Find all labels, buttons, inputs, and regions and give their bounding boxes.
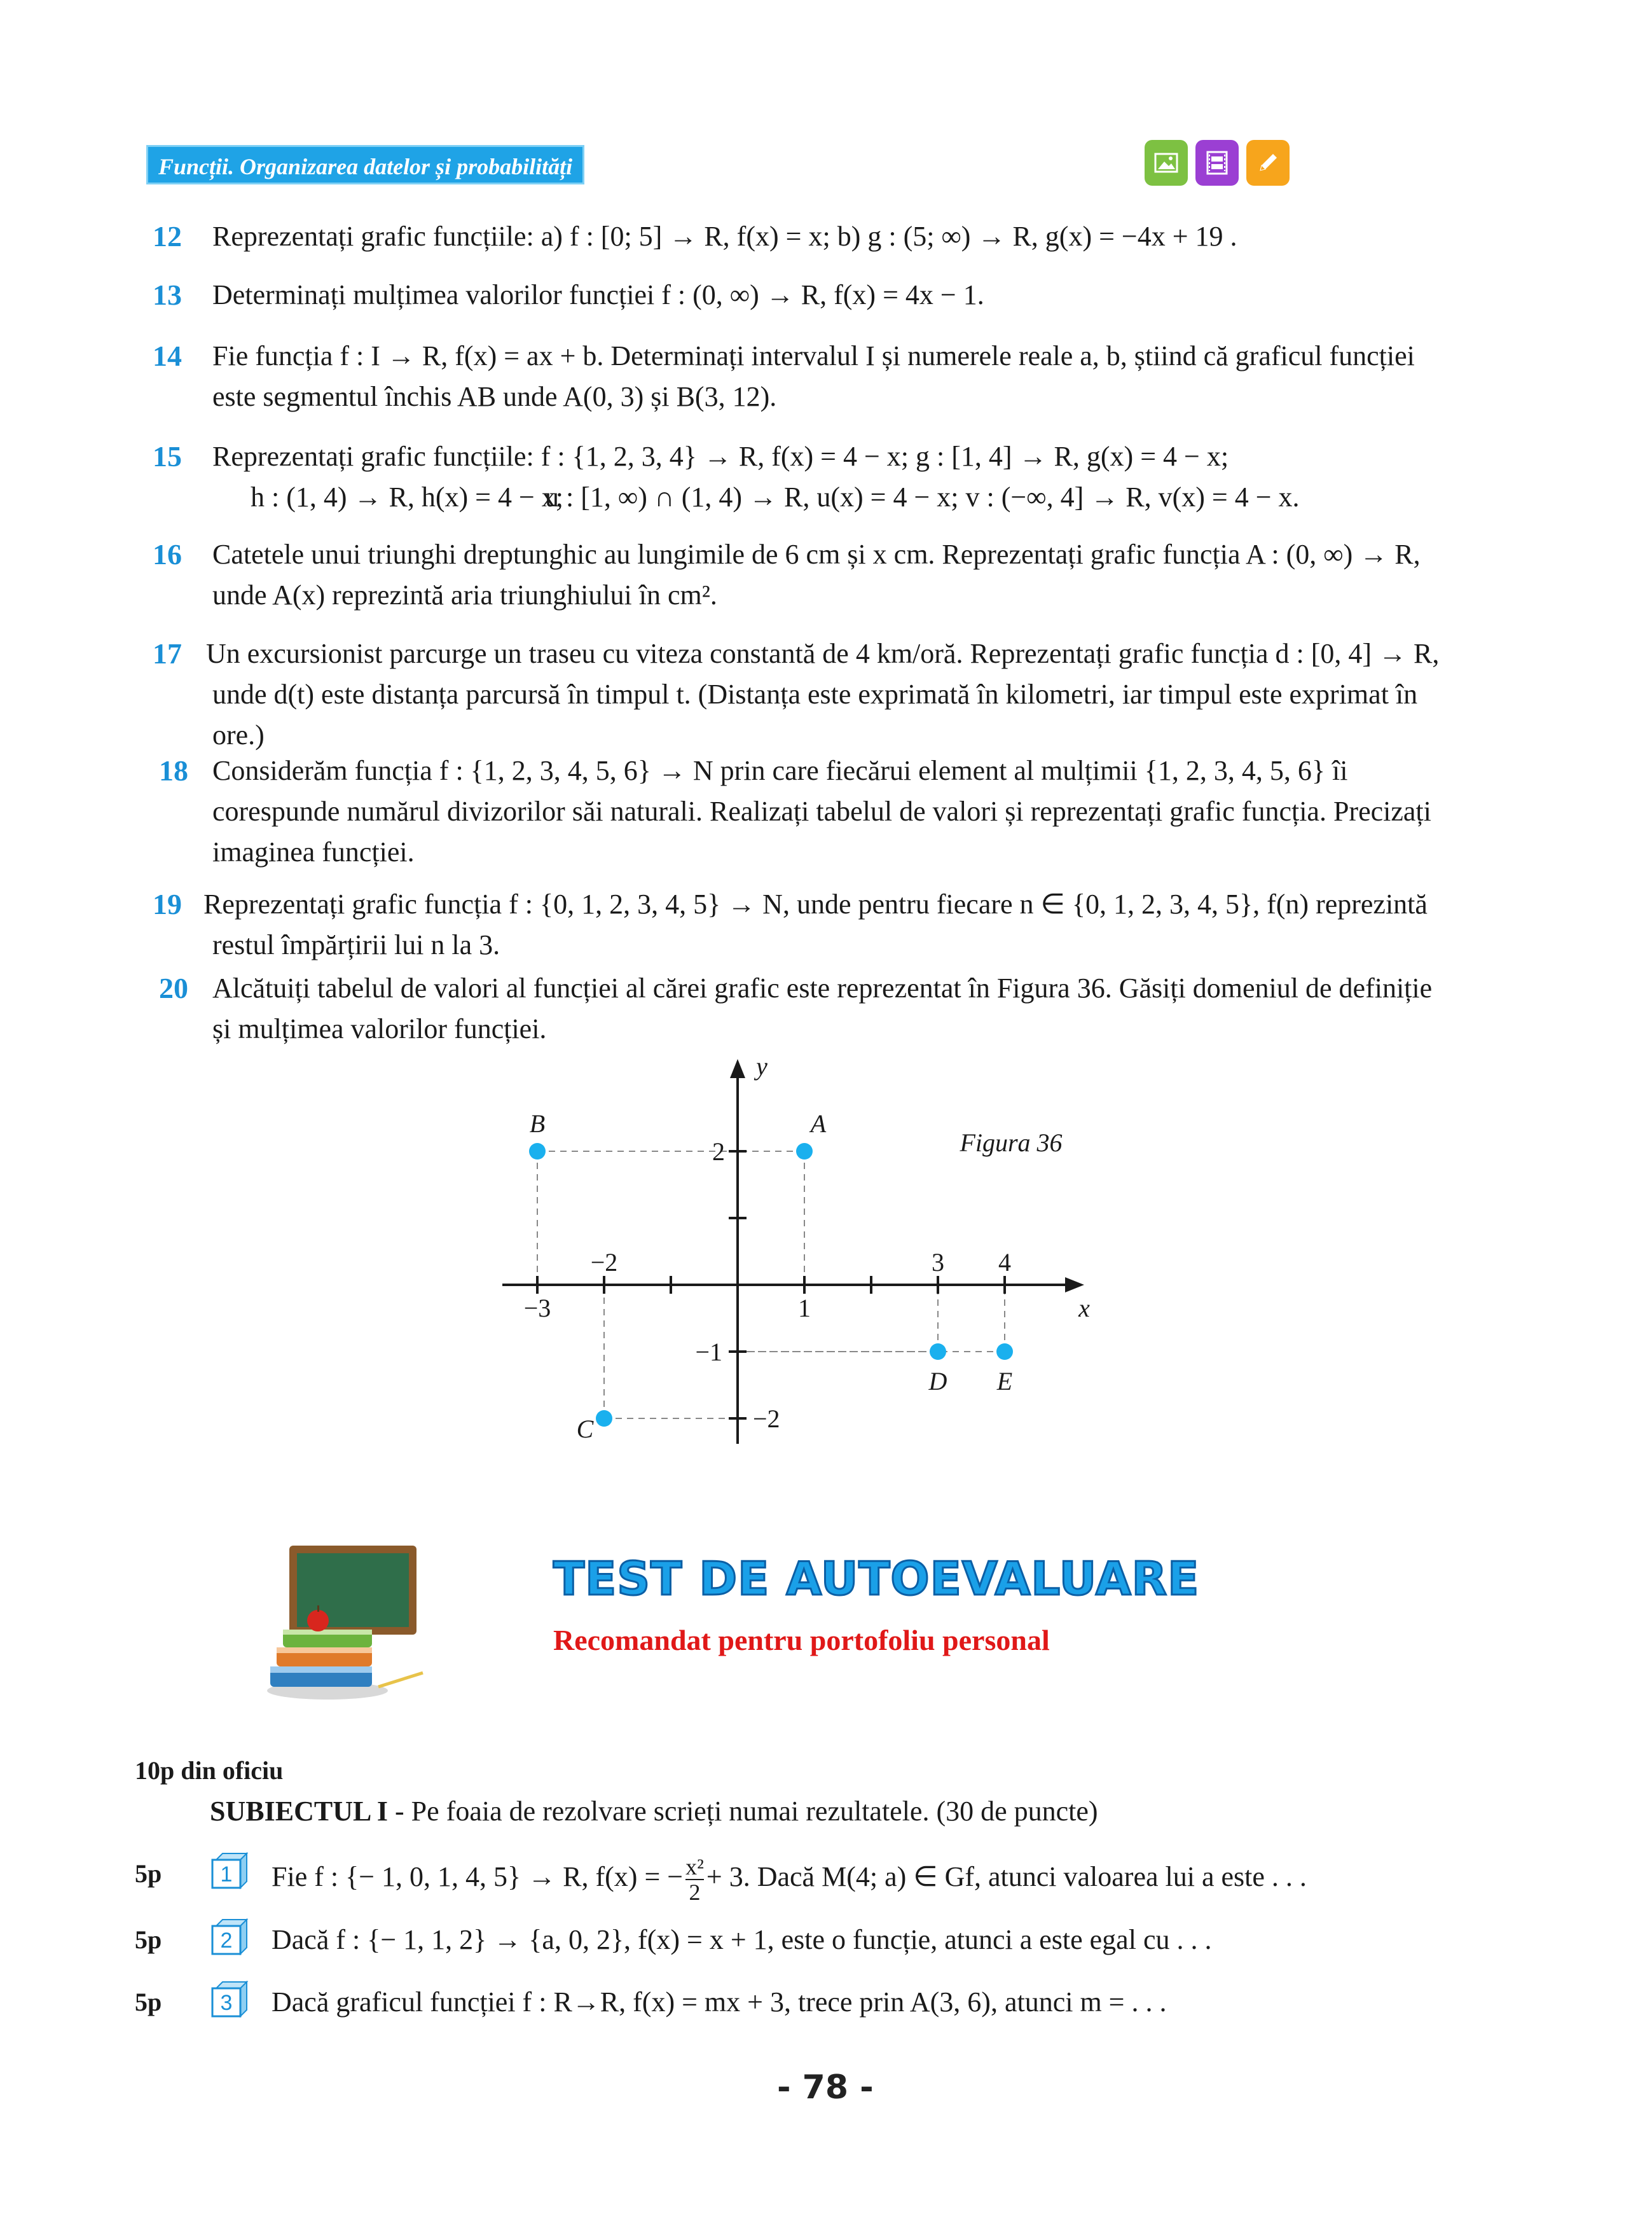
item-text: Dacă graficul funcției f : R→R, f(x) = mx + 3, trece prin A(3, 6), atunci m = . . . <box>272 1986 1167 2018</box>
test-subtitle: Recomandat pentru portofoliu personal <box>553 1624 1050 1656</box>
subject-heading <box>210 1795 1098 1827</box>
exercise-number: 14 <box>153 340 182 372</box>
x-axis-label: x <box>1078 1294 1090 1322</box>
exercise-text-line-1: Catetele unui triunghi dreptunghic au lungimile de 6 cm și x cm. Reprezentați grafic funcția A : (0, ∞) → R, <box>212 539 1421 570</box>
function-h: h : (1, 4) → R, h(x) = 4 − x; <box>251 481 564 513</box>
exercise-number: 17 <box>153 637 182 670</box>
item-text <box>272 1855 1307 1904</box>
x-tick-label: −2 <box>590 1248 618 1277</box>
exercise-text-line-3: imaginea funcției. <box>212 836 415 868</box>
exercise-text-line-1: Considerăm funcția f : {1, 2, 3, 4, 5, 6} → N prin care fiecărui element al mulțimii {1, 2, 3, 4, 5, 6} îi <box>212 755 1348 786</box>
exercise-number: 19 <box>153 888 182 920</box>
exercise-text: Reprezentați grafic funcțiile: <box>212 441 534 472</box>
exercise-part-a: a) f : [0; 5] → R, f(x) = x; <box>540 221 830 252</box>
figure-caption: Figura 36 <box>960 1128 1063 1157</box>
exercise-text-line-1: Fie funcția f : I → R, f(x) = ax + b. Determinați intervalul I și numerele reale a, b, știind că graficul funcției <box>212 340 1415 371</box>
point-C <box>596 1410 612 1427</box>
exercise-text-line-1: Reprezentați grafic funcția f : {0, 1, 2, 3, 4, 5} → N, unde pentru fiecare n ∈ {0, 1, 2, 3, 4, 5}, f(n) reprezintă <box>203 889 1428 920</box>
exercise-text: Determinați mulțimea valorilor funcției f : (0, ∞) → R, f(x) = 4x − 1. <box>212 279 984 310</box>
point-D <box>930 1343 946 1360</box>
exercise-number: 15 <box>153 440 182 473</box>
pencil-icon[interactable] <box>1246 140 1290 186</box>
exercise-19 <box>153 884 1526 966</box>
x-tick-label: 4 <box>998 1248 1011 1277</box>
number-cube-icon <box>210 1979 249 2019</box>
item-points: 5p <box>135 1988 162 2016</box>
exercise-text-line-1: Alcătuiți tabelul de valori al funcției al cărei grafic este reprezentat în Figura 36. Găsiți domeniul de definiție <box>212 973 1433 1004</box>
page-number: - 78 - <box>777 2068 874 2107</box>
function-f: f : {1, 2, 3, 4} → R, f(x) = 4 − x; <box>540 441 909 472</box>
y-axis-label: y <box>756 1056 767 1081</box>
subject-instruction: - Pe foaia de rezolvare scrieți numai rezultatele. (30 de puncte) <box>388 1796 1098 1827</box>
point-E <box>996 1343 1013 1360</box>
fraction-denominator: 2 <box>689 1880 701 1905</box>
books-chalkboard-illustration <box>258 1539 436 1705</box>
exercise-part-b: b) g : (5; ∞) → R, g(x) = −4x + 19 . <box>837 221 1237 252</box>
item-number: 2 <box>220 1929 233 1953</box>
exercise-number: 18 <box>159 754 188 787</box>
item-text-part-b: + 3. Dacă M(4; a) ∈ Gf, atunci valoarea lui a este . . . <box>706 1861 1307 1893</box>
exercise-17 <box>153 634 1526 756</box>
exercise-16 <box>153 534 1526 616</box>
x-tick-label: 1 <box>798 1294 811 1322</box>
exercise-18 <box>153 751 1526 873</box>
point-B <box>529 1143 546 1160</box>
exercise-text-line-2: unde A(x) reprezintă aria triunghiului în cm². <box>212 579 717 611</box>
exercise-13 <box>153 275 1526 315</box>
subject-title: SUBIECTUL I <box>210 1796 389 1827</box>
fraction-numerator: x² <box>685 1854 704 1880</box>
function-u: u : [1, ∞) ∩ (1, 4) → R, u(x) = 4 − x; <box>545 481 959 513</box>
item-text: Dacă f : {− 1, 1, 2} → {a, 0, 2}, f(x) = x + 1, este o funcție, atunci a este egal cu . . . <box>272 1924 1212 1955</box>
exercise-text-line-3: ore.) <box>212 719 265 751</box>
exercise-text-line-2: corespunde numărul divizorilor săi naturali. Realizați tabelul de valori și reprezentați grafic funcția. Precizați <box>212 796 1431 827</box>
exercise-14 <box>153 336 1526 417</box>
y-axis-arrow <box>730 1059 745 1078</box>
point-label-B: B <box>529 1109 546 1138</box>
point-A <box>796 1143 813 1160</box>
x-axis-arrow <box>1065 1277 1084 1292</box>
exercise-12 <box>153 216 1526 257</box>
item-number: 1 <box>220 1862 233 1887</box>
function-v: v : (−∞, 4] → R, v(x) = 4 − x. <box>965 481 1300 513</box>
point-label-E: E <box>996 1367 1013 1395</box>
y-tick-label: 2 <box>712 1137 725 1166</box>
point-label-C: C <box>576 1415 594 1443</box>
number-cube-icon <box>210 1917 249 1956</box>
item-text-part-a: Fie f : {− 1, 0, 1, 4, 5} → R, f(x) = − <box>272 1861 684 1893</box>
exercise-text-line-2: și mulțimea valorilor funcției. <box>212 1013 547 1044</box>
y-tick-label: −2 <box>753 1404 780 1433</box>
test-title: TEST DE AUTOEVALUARE <box>553 1552 1200 1605</box>
item-number: 3 <box>220 1991 233 2015</box>
x-tick-label: −3 <box>523 1294 551 1322</box>
resource-icons <box>1145 140 1290 186</box>
x-tick-label: 3 <box>932 1248 944 1277</box>
exercise-15 <box>153 436 1526 518</box>
item-points: 5p <box>135 1925 162 1954</box>
exercise-text-line-2: este segmentul închis AB unde A(0, 3) și B(3, 12). <box>212 381 777 412</box>
function-g: g : [1, 4] → R, g(x) = 4 − x; <box>916 441 1229 472</box>
oficiu-points: 10p din oficiu <box>135 1756 284 1785</box>
number-cube-icon <box>210 1851 249 1890</box>
exercise-number: 13 <box>153 279 182 311</box>
exercise-text: Reprezentați grafic funcțiile: <box>212 221 534 252</box>
exercise-text-line-2: restul împărțirii lui n la 3. <box>212 929 500 960</box>
image-icon[interactable] <box>1145 140 1188 186</box>
point-label-D: D <box>928 1367 947 1395</box>
exercise-20 <box>153 968 1526 1049</box>
figure-36 <box>490 1056 1125 1463</box>
exercise-number: 20 <box>159 972 188 1004</box>
point-label-A: A <box>810 1109 827 1138</box>
item-points: 5p <box>135 1859 162 1888</box>
exercise-text-line-1: Un excursionist parcurge un traseu cu viteza constantă de 4 km/oră. Reprezentați grafic funcția d : [0, 4] → R, <box>206 638 1440 669</box>
coordinate-plot <box>490 1056 1125 1463</box>
y-tick-label: −1 <box>695 1338 722 1366</box>
exercise-number: 16 <box>153 538 182 571</box>
exercise-number: 12 <box>153 220 182 253</box>
exercise-text-line-2: unde d(t) este distanța parcursă în timpul t. (Distanța este exprimată în kilometri, iar timpul este exprimat în <box>212 679 1418 710</box>
fraction <box>685 1855 704 1904</box>
film-icon[interactable] <box>1195 140 1239 186</box>
chapter-tag: Funcții. Organizarea datelor și probabilități <box>146 145 584 184</box>
